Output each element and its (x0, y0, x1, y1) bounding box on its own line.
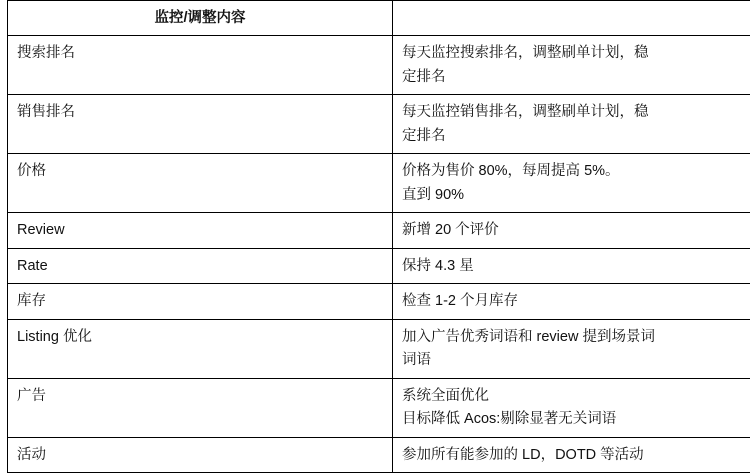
row-detail (393, 284, 750, 319)
table-row (8, 95, 750, 154)
table-header-left: 监控/调整内容 (8, 1, 393, 36)
row-detail-line: 价格为售价 80%，每周提高 5%。 (402, 160, 750, 182)
table-header-right (393, 1, 750, 36)
row-detail-line: 保持 4.3 星 (402, 255, 750, 277)
table-row (8, 36, 750, 95)
row-label: Rate (8, 248, 393, 283)
table-row (8, 248, 750, 283)
row-detail (393, 36, 750, 95)
row-detail (393, 213, 750, 248)
row-detail-line: 系统全面优化 (402, 385, 750, 407)
monitoring-plan-table (7, 0, 750, 473)
row-label: 活动 (8, 437, 393, 472)
row-detail-line: 检查 1-2 个月库存 (402, 290, 750, 312)
table-row (8, 213, 750, 248)
row-detail (393, 95, 750, 154)
row-detail-line: 加入广告优秀词语和 review 提到场景词 (402, 326, 750, 348)
row-detail (393, 437, 750, 472)
table-row (8, 437, 750, 472)
row-detail (393, 154, 750, 213)
row-detail-line: 直到 90% (402, 184, 750, 206)
row-detail (393, 319, 750, 378)
table-row (8, 154, 750, 213)
row-detail-line: 每天监控搜索排名，调整刷单计划，稳 (402, 42, 750, 64)
row-detail-line: 定排名 (402, 66, 750, 88)
row-detail (393, 248, 750, 283)
row-detail (393, 378, 750, 437)
table-row (8, 378, 750, 437)
row-label: 库存 (8, 284, 393, 319)
row-detail-line: 每天监控销售排名，调整刷单计划，稳 (402, 101, 750, 123)
row-label: Listing 优化 (8, 319, 393, 378)
table-body (8, 1, 750, 473)
row-detail-line: 目标降低 Acos:剔除显著无关词语 (402, 408, 750, 430)
row-label: 广告 (8, 378, 393, 437)
table-row (8, 284, 750, 319)
row-detail-line: 词语 (402, 349, 750, 371)
row-detail-line: 新增 20 个评价 (402, 219, 750, 241)
row-label: 搜索排名 (8, 36, 393, 95)
row-detail-line: 参加所有能参加的 LD，DOTD 等活动 (402, 444, 750, 466)
row-label: 销售排名 (8, 95, 393, 154)
row-label: Review (8, 213, 393, 248)
table-row (8, 319, 750, 378)
table-header-row (8, 1, 750, 36)
row-detail-line: 定排名 (402, 125, 750, 147)
row-label: 价格 (8, 154, 393, 213)
